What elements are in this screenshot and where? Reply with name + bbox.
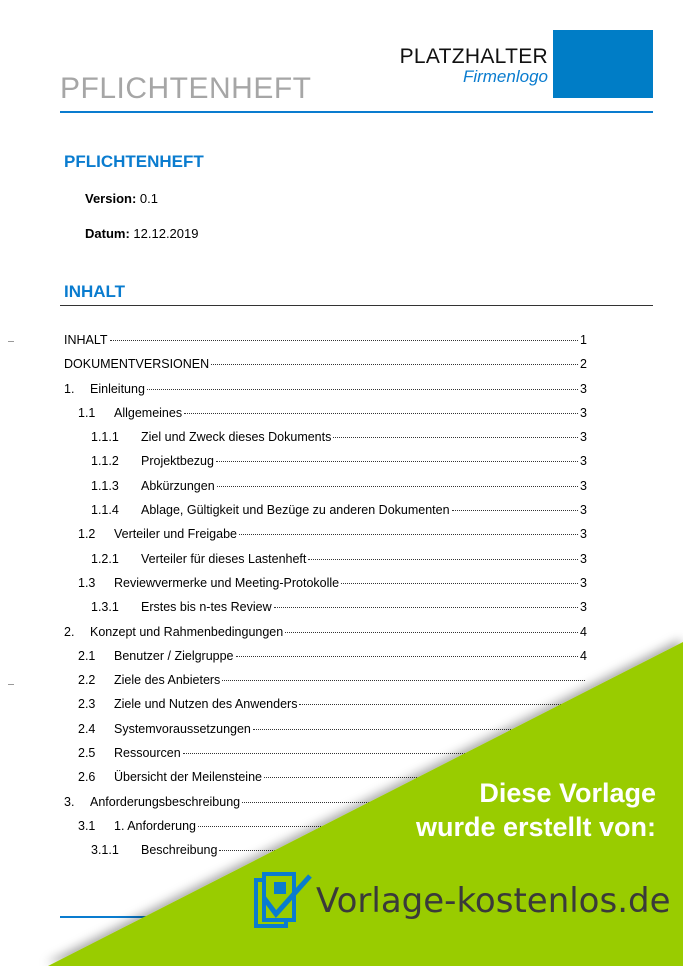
toc-entry-label: Verteiler für dieses Lastenheft	[141, 551, 307, 566]
toc-entry-label: Projektbezug	[141, 454, 214, 469]
date-label: Datum:	[85, 226, 130, 241]
toc-entry-label: Benutzer / Zielgruppe	[114, 648, 234, 663]
toc-entry-number: 3.1.1	[91, 843, 119, 858]
toc-entry-label: Ziele des Anbieters	[114, 673, 221, 688]
brand-logo[interactable]	[254, 872, 671, 930]
logo-sub-text: Firmenlogo	[462, 67, 548, 86]
toc-entry-page: 4	[580, 648, 587, 663]
toc-entry-label: DOKUMENTVERSIONEN	[64, 357, 210, 372]
toc-entry-number: 3.1	[78, 818, 96, 833]
toc-entry-label: INHALT	[64, 333, 108, 347]
toc-entry-label: Ziel und Zweck dieses Dokuments	[141, 430, 332, 445]
toc-entry-number: 1.	[64, 381, 75, 396]
toc-entry-label: 1. Anforderung	[114, 818, 197, 833]
toc-entry-page: 3	[580, 503, 587, 518]
date-value: 12.12.2019	[133, 226, 199, 241]
toc-entry-number: 1.1.1	[91, 430, 119, 445]
toc-entry-number: 2.4	[78, 721, 96, 736]
toc-entry-page: 3	[580, 575, 587, 590]
toc-entry-number: 2.	[64, 624, 75, 639]
toc-entry-label: Einleitung	[90, 381, 145, 396]
toc-entry-page: 3	[580, 454, 587, 469]
toc-entry-number: 1.1.4	[91, 503, 119, 518]
toc-heading: INHALT	[64, 282, 126, 301]
toc-entry-label: Ziele und Nutzen des Anwenders	[114, 697, 298, 712]
toc-entry-label: Systemvoraussetzungen	[114, 721, 251, 736]
toc-entry-number: 1.1.2	[91, 454, 119, 469]
toc-entry-label: Reviewvermerke und Meeting-Protokolle	[114, 575, 340, 590]
toc-entry-page: 3	[580, 600, 587, 615]
toc-entry-number: 1.1	[78, 405, 96, 420]
toc-entry-number: 2.6	[78, 770, 96, 785]
toc-entry-page: 1	[580, 333, 587, 347]
toc-entry-number: 1.3	[78, 575, 96, 590]
toc-entry-page: 3	[580, 527, 587, 542]
toc-entry-number: 3.	[64, 794, 75, 809]
toc-entry-number: 1.2.1	[91, 551, 119, 566]
document-check-icon	[254, 872, 312, 930]
toc-entry-number: 2.2	[78, 673, 96, 688]
logo-main-text: PLATZHALTER	[399, 45, 548, 68]
toc-entry-number: 1.3.1	[91, 600, 119, 615]
toc-entry-page: 2	[580, 357, 587, 372]
toc-entry-label: Übersicht der Meilensteine	[114, 770, 262, 785]
toc-entry-page: 3	[580, 478, 587, 493]
toc-entry-label: Konzept und Rahmenbedingungen	[90, 624, 284, 639]
toc-entry-label: Ablage, Gültigkeit und Bezüge zu anderen Dokumenten	[141, 503, 450, 518]
document-title: PFLICHTENHEFT	[64, 152, 204, 171]
toc-entry-number: 2.1	[78, 648, 96, 663]
promo-line-2: wurde erstellt von:	[415, 812, 656, 842]
promo-line-1: Diese Vorlage	[479, 778, 656, 808]
toc-entry-label: Verteiler und Freigabe	[114, 527, 237, 542]
brand-name: Vorlage-kostenlos.de	[316, 881, 671, 921]
promo-text	[416, 776, 656, 844]
version-value: 0.1	[139, 191, 158, 206]
toc-entry-page: 3	[580, 551, 587, 566]
toc-entry-label: Abkürzungen	[141, 478, 215, 493]
toc-entry-page: 4	[580, 624, 587, 639]
toc-entry-number: 2.3	[78, 697, 96, 712]
toc-entry-number: 1.1.3	[91, 478, 119, 493]
toc-entry-label: Erstes bis n-tes Review	[141, 600, 272, 615]
toc-entry-page: 3	[580, 430, 587, 445]
toc-entry-label: Allgemeines	[114, 405, 183, 420]
toc-entry-page: 3	[580, 405, 587, 420]
toc-entry-label: Ressourcen	[114, 746, 181, 761]
toc-entry-label: Anforderungsbeschreibung	[90, 794, 241, 809]
toc-entry-number: 1.2	[78, 527, 96, 542]
toc-entry-label: Beschreibung	[141, 843, 218, 858]
toc-entry-page: 3	[580, 381, 587, 396]
version-label: Version:	[85, 191, 137, 206]
header-title: PFLICHTENHEFT	[60, 72, 312, 105]
toc-entry-number: 2.5	[78, 746, 96, 761]
